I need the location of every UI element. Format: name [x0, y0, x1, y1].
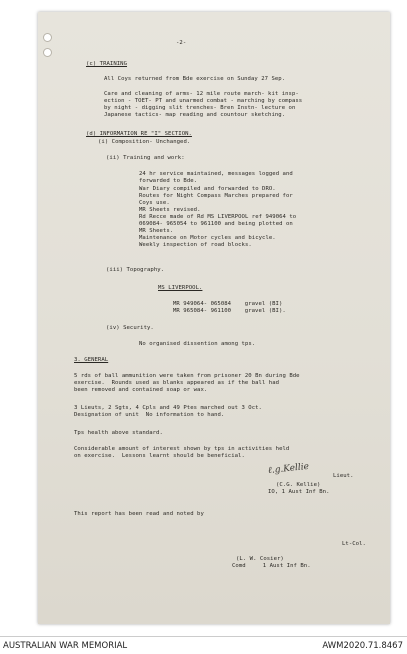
noted-name: (L. W. Cosier)	[236, 556, 284, 562]
training-heading: (c) TRAINING	[86, 61, 128, 67]
security-heading: (iv) Security.	[106, 325, 154, 331]
work-line: War Diary compiled and forwarded to DRO.	[139, 186, 276, 192]
signature-post: IO, 1 Aust Inf Bn.	[268, 489, 330, 495]
archive-footer	[0, 636, 407, 654]
training-para-line: ection - TOET- PT and unarmed combat - marching by compass	[104, 98, 303, 104]
topo-sheet: MS LIVERPOOL.	[158, 285, 203, 291]
work-line: MR Sheets.	[139, 228, 174, 234]
training-para-line: by night - digging slit trenches- Bren Instn- lecture on	[104, 105, 296, 111]
handwritten-signature: ℓ.g.Kellie	[267, 461, 310, 477]
footer-institution: AUSTRALIAN WAR MEMORIAL	[3, 641, 128, 651]
noted-post: Comd 1 Aust Inf Bn.	[232, 563, 311, 569]
work-line: Maintenance on Motor cycles and bicycle.	[139, 235, 276, 241]
punch-hole-icon	[43, 48, 52, 57]
general-para-line: exercise. Rounds used as blanks appeared as if the ball had	[74, 380, 280, 386]
work-line: Rd Recce made of Rd MS LIVERPOOL ref 949064 to	[139, 214, 297, 220]
general-heading: 3. GENERAL	[74, 357, 109, 363]
topo-row: MR 965084- 961100 gravel (BI).	[173, 308, 286, 314]
general-para-line: been removed and contained soap or wax.	[74, 387, 208, 393]
topo-row: MR 949064- 065084 gravel (BI)	[173, 301, 283, 307]
work-line: Coys use.	[139, 200, 170, 206]
work-line: Weekly inspection of road blocks.	[139, 242, 252, 248]
work-line: 24 hr service maintained, messages logged and	[139, 171, 293, 177]
punch-hole-icon	[43, 33, 52, 42]
general-para-line: 3 Lieuts, 2 Sgts, 4 Cpls and 49 Ptes marched out 3 Oct.	[74, 405, 262, 411]
info-heading: (d) INFORMATION RE "I" SECTION.	[86, 131, 192, 137]
work-line: Routes for Night Compass Marches prepared for	[139, 193, 293, 199]
health-line: Tps health above standard.	[74, 430, 163, 436]
security-note: No organised dissention among tps.	[139, 341, 256, 347]
general-para-line: Designation of unit No information to hand.	[74, 412, 225, 418]
page-number: -2-	[176, 40, 187, 46]
noted-line: This report has been read and noted by	[74, 511, 204, 517]
work-line: MR Sheets revised.	[139, 207, 201, 213]
work-line: forwarded to Bde.	[139, 178, 198, 184]
work-line: 069084- 965054 to 961100 and being plotted on	[139, 221, 293, 227]
signature-rank: Lieut.	[333, 473, 354, 479]
training-para-line: Japanese tactics- map reading and countour sketching.	[104, 112, 286, 118]
training-line: All Coys returned from Bde exercise on Sunday 27 Sep.	[104, 76, 286, 82]
signature-name: (C.G. Kellie)	[276, 482, 321, 488]
general-para-line: Considerable amount of interest shown by tps in activities held	[74, 446, 290, 452]
training-work-heading: (ii) Training and work:	[106, 155, 185, 161]
composition-line: (i) Composition- Unchanged.	[98, 139, 191, 145]
general-para-line: on exercise. Lessons learnt should be beneficial.	[74, 453, 245, 459]
training-para-line: Care and cleaning of arms- 12 mile route march- kit insp-	[104, 91, 299, 97]
footer-accession-number: AWM2020.71.8467	[322, 641, 403, 651]
general-para-line: 5 rds of ball ammunition were taken from prisoner 20 Bn during Bde	[74, 373, 300, 379]
topography-heading: (iii) Topography.	[106, 267, 165, 273]
noted-rank: Lt-Col.	[342, 541, 366, 547]
